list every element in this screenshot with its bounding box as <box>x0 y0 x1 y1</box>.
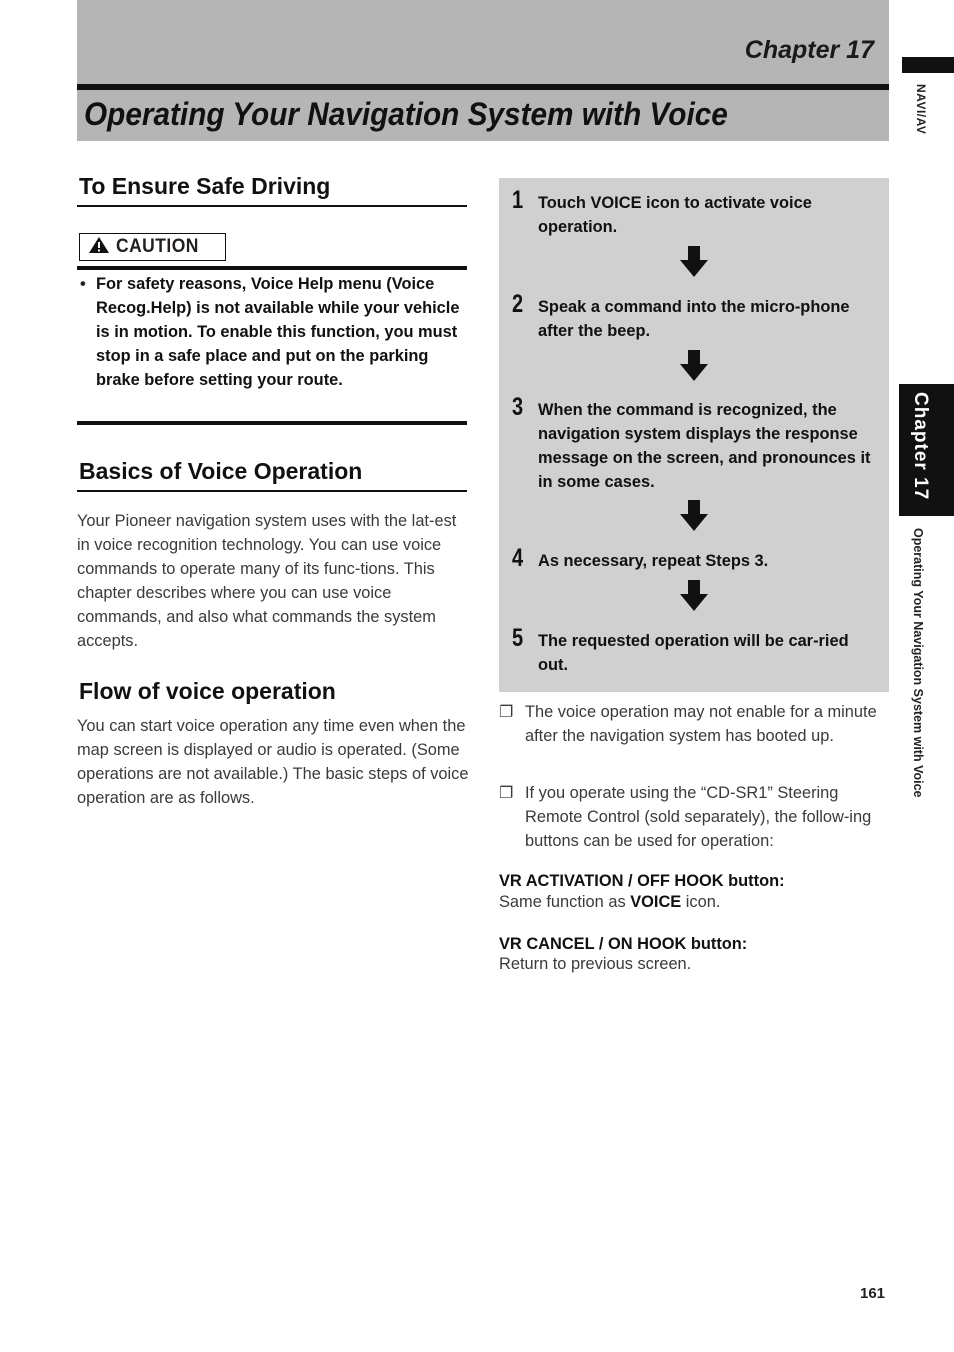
note-text: The voice operation may not enable for a minute after the navigation system has booted up. <box>525 703 877 745</box>
chapter-label: Chapter 17 <box>744 36 874 64</box>
side-section-title: Operating Your Navigation System with Voice <box>911 528 925 798</box>
step-number: 4 <box>512 544 524 572</box>
arrow-down-icon <box>679 500 709 532</box>
step-text: Touch VOICE icon to activate voice operation. <box>538 194 812 236</box>
flow-paragraph: You can start voice operation any time even when the map screen is displayed or audio is operated. (Some operations are not available.) The basic steps of voice operation are as follows. <box>77 717 469 807</box>
checkbox-square-icon: ❐ <box>499 785 514 802</box>
caution-box <box>79 233 226 261</box>
page-number: 161 <box>860 1285 886 1302</box>
step-text: Speak a command into the micro-phone after the beep. <box>538 298 850 340</box>
caution-bullet: • <box>80 275 86 293</box>
step-number: 3 <box>512 393 524 421</box>
side-chapter-tab-label: Chapter 17 <box>910 392 931 501</box>
heading-rule <box>77 490 467 492</box>
step-number: 2 <box>512 290 524 318</box>
arrow-down-icon <box>679 350 709 382</box>
caution-label: CAUTION <box>116 236 199 257</box>
heading-rule <box>77 205 467 207</box>
button-heading: VR ACTIVATION / OFF HOOK button: <box>499 872 785 890</box>
step-number: 5 <box>512 624 524 652</box>
step-text: The requested operation will be car-ried out. <box>538 632 849 674</box>
heading-safe-driving: To Ensure Safe Driving <box>79 173 331 199</box>
side-navi-label: NAVI/AV <box>914 84 928 135</box>
step-text: When the command is recognized, the navigation system displays the response message on the screen, and pronounces it in some cases. <box>538 401 871 491</box>
warning-triangle-icon <box>88 236 110 259</box>
caution-text: For safety reasons, Voice Help menu (Voice Recog.Help) is not available while your vehicle is in motion. To enable this function, you must stop in a safe place and put on the parking brake before setting your route. <box>96 275 460 389</box>
page-title: Operating Your Navigation System with Voice <box>84 96 728 132</box>
arrow-down-icon <box>679 246 709 278</box>
basics-paragraph: Your Pioneer navigation system uses with the lat-est in voice recognition technology. You can use voice commands to operate many of its func-tions. This chapter describes where you can use voice commands, and also what commands the system accepts. <box>77 512 457 650</box>
step-text: As necessary, repeat Steps 3. <box>538 552 769 570</box>
heading-flow: Flow of voice operation <box>79 678 336 704</box>
button-description: Return to previous screen. <box>499 955 692 973</box>
side-black-bar <box>902 57 954 73</box>
caution-rule-top <box>77 266 467 270</box>
button-description: Same function as VOICE icon. <box>499 893 721 911</box>
note-text: If you operate using the “CD-SR1” Steering Remote Control (sold separately), the follow-ing buttons can be used for operation: <box>525 784 872 850</box>
step-number: 1 <box>512 186 524 214</box>
caution-rule-bottom <box>77 421 467 425</box>
heading-basics: Basics of Voice Operation <box>79 458 363 484</box>
arrow-down-icon <box>679 580 709 612</box>
checkbox-square-icon: ❐ <box>499 704 514 721</box>
button-heading: VR CANCEL / ON HOOK button: <box>499 935 748 953</box>
